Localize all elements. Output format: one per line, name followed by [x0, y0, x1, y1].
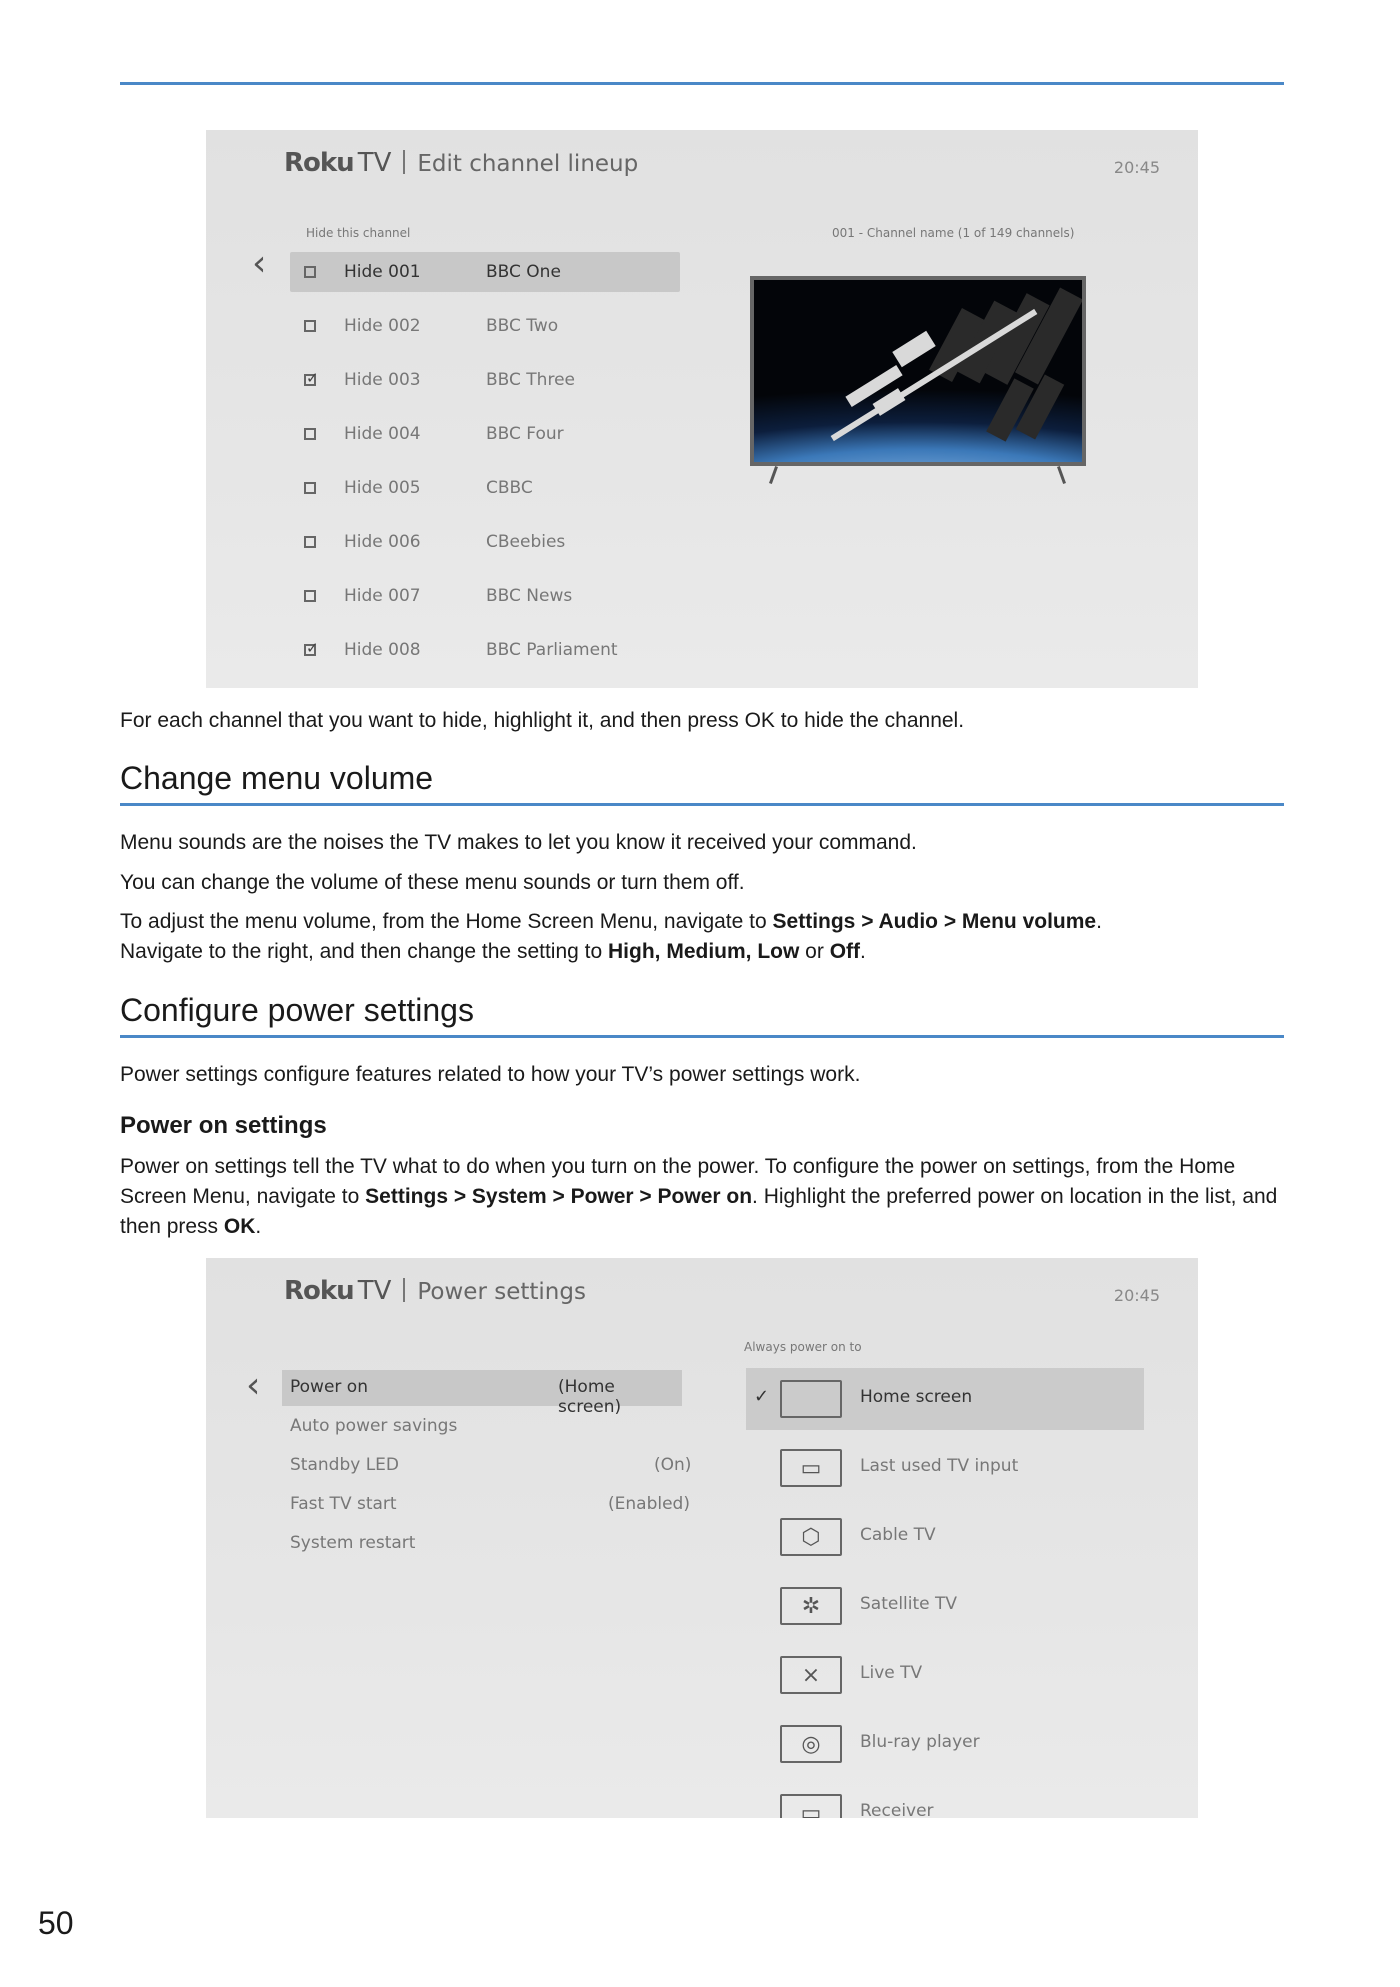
monitor-icon: ▭: [780, 1449, 842, 1487]
list-header: Hide this channel: [306, 226, 411, 240]
power-menu-item[interactable]: [282, 1487, 690, 1523]
option-label: Satellite TV: [860, 1594, 958, 1614]
checkbox-icon[interactable]: [304, 266, 316, 278]
option-label: Home screen: [860, 1387, 973, 1407]
home-screen-icon: [780, 1380, 842, 1418]
checkmark-icon: ✓: [754, 1386, 770, 1407]
receiver-icon: ▭: [780, 1794, 842, 1818]
checkbox-icon[interactable]: [304, 320, 316, 332]
hide-label: Hide 004: [344, 424, 421, 444]
page-number: 50: [38, 1905, 74, 1941]
channel-row[interactable]: [290, 576, 680, 616]
power-menu-label: Auto power savings: [290, 1416, 458, 1436]
option-label: Receiver: [860, 1801, 934, 1818]
power-p1: Power settings configure features related to how your TV’s power settings work.: [120, 1063, 861, 1086]
checkbox-icon[interactable]: [304, 590, 316, 602]
volume-off: Off: [829, 940, 861, 963]
roku-tv-logo: [284, 148, 638, 178]
hide-label: Hide 005: [344, 478, 421, 498]
hide-label: Hide 002: [344, 316, 421, 336]
option-label: Blu-ray player: [860, 1732, 980, 1752]
options-header: Always power on to: [744, 1340, 862, 1354]
antenna-icon: ⨯: [780, 1656, 842, 1694]
checkbox-icon[interactable]: [304, 482, 316, 494]
brand-name: Roku: [284, 1276, 354, 1306]
menu-volume-p1: Menu sounds are the noises the TV makes to let you know it received your command.: [120, 831, 917, 854]
checked-checkbox-icon[interactable]: [304, 374, 316, 386]
channel-name: CBeebies: [486, 532, 566, 552]
power-menu-item[interactable]: [282, 1370, 682, 1417]
edit-channel-lineup-screenshot: [206, 130, 1198, 688]
power-menu-label: Standby LED: [290, 1455, 399, 1475]
channel-name: BBC Two: [486, 316, 559, 336]
clock: 20:45: [1113, 1286, 1160, 1305]
brand-tv: TV: [357, 1276, 392, 1306]
hide-label: Hide 008: [344, 640, 421, 660]
channel-row[interactable]: [290, 630, 680, 670]
power-settings-screenshot: [206, 1258, 1198, 1818]
caption-hide-channel: For each channel that you want to hide, highlight it, and then press OK to hide the channel.: [120, 709, 965, 732]
brand-name: Roku: [284, 148, 354, 178]
power-menu-item[interactable]: [282, 1526, 682, 1562]
heading-configure-power-settings: Configure power settings: [120, 992, 1284, 1038]
hide-label: Hide 006: [344, 532, 421, 552]
screen-title: Power settings: [417, 1279, 586, 1305]
disc-icon: ◎: [780, 1725, 842, 1763]
tv-leg-right: [1057, 466, 1066, 484]
channel-name: BBC Three: [486, 370, 575, 390]
heading-change-menu-volume: Change menu volume: [120, 760, 1284, 806]
power-on-option[interactable]: [746, 1713, 1144, 1775]
power-on-option[interactable]: [746, 1368, 1144, 1430]
channel-row[interactable]: [290, 252, 680, 292]
tv-preview: [750, 276, 1086, 466]
hide-label: Hide 003: [344, 370, 421, 390]
heading-power-on-settings: Power on settings: [120, 1112, 327, 1139]
channel-name: BBC Parliament: [486, 640, 618, 660]
power-on-option[interactable]: [746, 1437, 1144, 1499]
top-rule: [120, 82, 1284, 85]
power-on-option[interactable]: [746, 1782, 1144, 1818]
channel-row[interactable]: [290, 360, 680, 400]
power-on-option[interactable]: [746, 1644, 1144, 1706]
power-on-option[interactable]: [746, 1575, 1144, 1637]
option-label: Live TV: [860, 1663, 923, 1683]
checkbox-icon[interactable]: [304, 428, 316, 440]
back-arrow-icon[interactable]: ‹: [252, 243, 267, 284]
power-menu-value: (Enabled): [608, 1494, 690, 1514]
hide-label: Hide 001: [344, 262, 421, 282]
hide-label: Hide 007: [344, 586, 421, 606]
power-menu-item[interactable]: [282, 1409, 682, 1445]
power-p2: Power on settings tell the TV what to do when you turn on the power. To configure the power on settings, from the Home Screen Menu, navigate to Settings > System > Power > Power on. Highlight the preferred power on location in the list, and then press OK.: [120, 1155, 1278, 1238]
screen-title: Edit channel lineup: [417, 151, 639, 177]
volume-levels: High, Medium, Low: [608, 940, 800, 963]
menu-volume-path: Settings > Audio > Menu volume: [772, 910, 1097, 933]
power-menu-label: Power on: [290, 1377, 368, 1397]
channel-name: BBC News: [486, 586, 573, 606]
option-label: Last used TV input: [860, 1456, 1019, 1476]
satellite-dish-icon: ✲: [780, 1587, 842, 1625]
checkbox-icon[interactable]: [304, 536, 316, 548]
power-menu-value: (Home screen): [558, 1377, 622, 1417]
title-separator: [403, 150, 405, 174]
option-label: Cable TV: [860, 1525, 936, 1545]
power-menu-value: (On): [654, 1455, 692, 1475]
preview-image: [754, 280, 1082, 462]
title-separator: [403, 1278, 405, 1302]
tv-leg-left: [769, 466, 778, 484]
clock: 20:45: [1113, 158, 1160, 177]
power-menu-item[interactable]: [282, 1448, 692, 1484]
ok-key: OK: [223, 1215, 256, 1238]
channel-row[interactable]: [290, 522, 680, 562]
menu-volume-p2: You can change the volume of these menu sounds or turn them off.: [120, 871, 745, 894]
channel-row[interactable]: [290, 306, 680, 346]
menu-volume-p3: To adjust the menu volume, from the Home Screen Menu, navigate to Settings > Audio > Menu volume. Navigate to the right, and then change the setting to High, Medium, Low or Off.: [120, 910, 1102, 963]
power-menu-label: System restart: [290, 1533, 416, 1553]
channel-row[interactable]: [290, 468, 680, 508]
roku-tv-logo: [284, 1276, 586, 1306]
power-on-path: Settings > System > Power > Power on: [365, 1185, 753, 1208]
back-arrow-icon[interactable]: ‹: [246, 1365, 261, 1406]
channel-name: CBBC: [486, 478, 533, 498]
power-on-option[interactable]: [746, 1506, 1144, 1568]
preview-header: 001 - Channel name (1 of 149 channels): [832, 226, 1075, 240]
cable-connector-icon: ⬡: [780, 1518, 842, 1556]
channel-name: BBC Four: [486, 424, 564, 444]
power-menu-label: Fast TV start: [290, 1494, 397, 1514]
brand-tv: TV: [357, 148, 392, 178]
channel-row[interactable]: [290, 414, 680, 454]
channel-name: BBC One: [486, 262, 561, 282]
checked-checkbox-icon[interactable]: [304, 644, 316, 656]
